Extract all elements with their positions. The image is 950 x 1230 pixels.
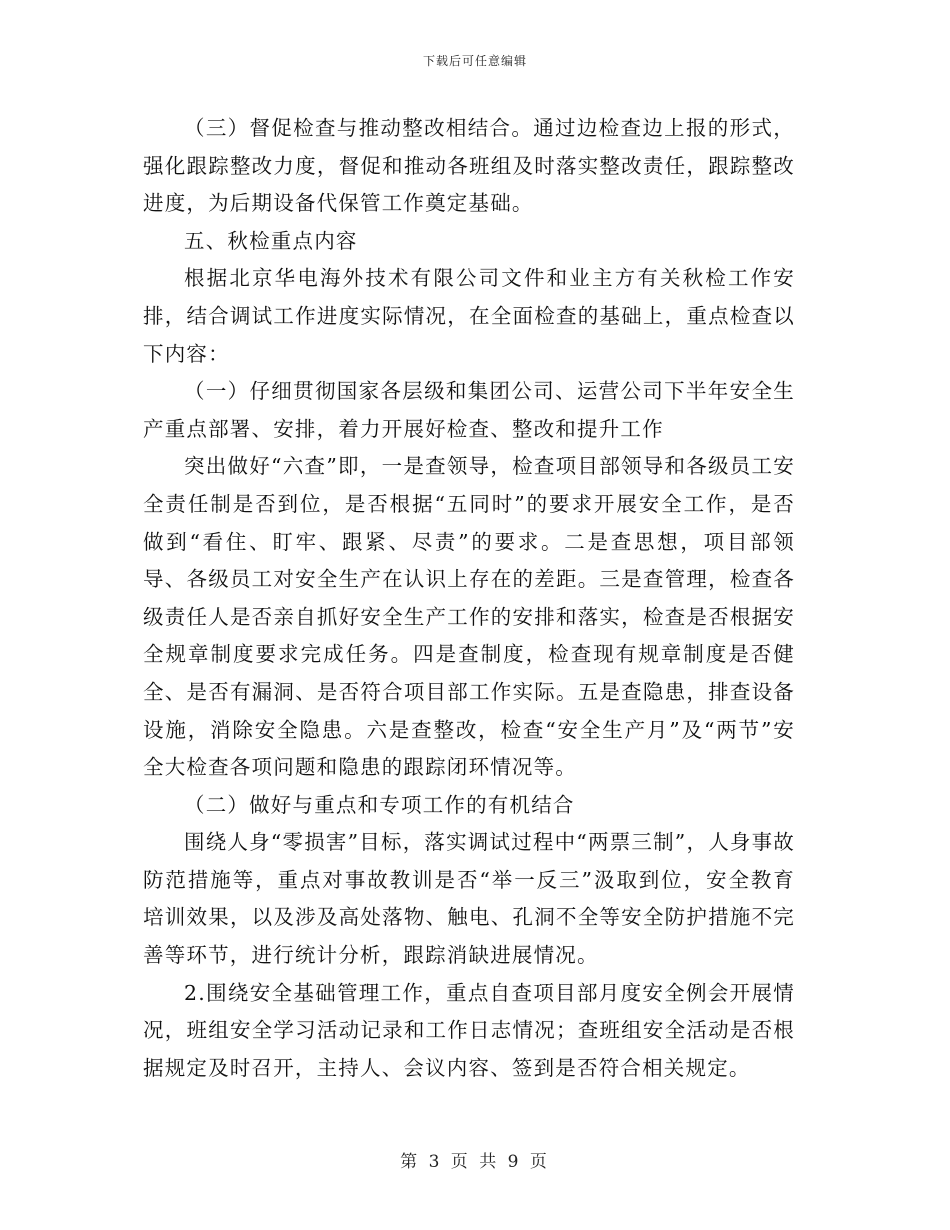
paragraph-zero-injury: 围绕人身“零损害”目标，落实调试过程中“两票三制”，人身事故防范措施等，重点对事故教训是否“举一反三”汲取到位，安全教育培训效果，以及涉及高处落物、触电、孔洞不全等安全防护措施不完善等环节，进行统计分析，跟踪消缺进展情况。 xyxy=(143,830,795,968)
page-header: 下载后可任意编辑 xyxy=(422,54,527,68)
paragraph-six-checks: 突出做好“六查”即，一是查领导，检查项目部领导和各级员工安全责任制是否到位，是否根据“五同时”的要求开展安全工作，是否做到“看住、盯牢、跟紧、尽责”的要求。二是查思想，项目部领导、各级员工对安全生产在认识上存在的差距。三是查管理，检查各级责任人是否亲自抓好安全生产工作的安排和落实，检查是否根据安全规章制度要求完成任务。四是查制度，检查现有规章制度是否健全、是否有漏洞、是否符合项目部工作实际。五是查隐患，排查设备设施，消除安全隐患。六是查整改，检查“安全生产月”及“两节”安全大检查各项问题和隐患的跟踪闭环情况等。 xyxy=(143,454,795,780)
paragraph-safety-management: 2.围绕安全基础管理工作，重点自查项目部月度安全例会开展情况，班组安全学习活动记录和工作日志情况；查班组安全活动是否根据规定及时召开，主持人、会议内容、签到是否符合相关规定。 xyxy=(143,980,795,1080)
paragraph-supervise-inspection: （三）督促检查与推动整改相结合。通过边检查边上报的形式，强化跟踪整改力度，督促和推动各班组及时落实整改责任，跟踪整改进度，为后期设备代保管工作奠定基础。 xyxy=(143,116,795,216)
section-heading-autumn-inspection: 五、秋检重点内容 xyxy=(184,228,358,253)
document-body xyxy=(143,110,795,1087)
paragraph-item-one-heading: （一）仔细贯彻国家各层级和集团公司、运营公司下半年安全生产重点部署、安排，着力开展好检查、整改和提升工作 xyxy=(143,379,795,441)
page-number-footer: 第 3 页 共 9 页 xyxy=(400,1152,550,1172)
paragraph-inspection-basis: 根据北京华电海外技术有限公司文件和业主方有关秋检工作安排，结合调试工作进度实际情况，在全面检查的基础上，重点检查以下内容： xyxy=(143,266,795,366)
paragraph-item-two-heading: （二）做好与重点和专项工作的有机结合 xyxy=(184,792,575,817)
